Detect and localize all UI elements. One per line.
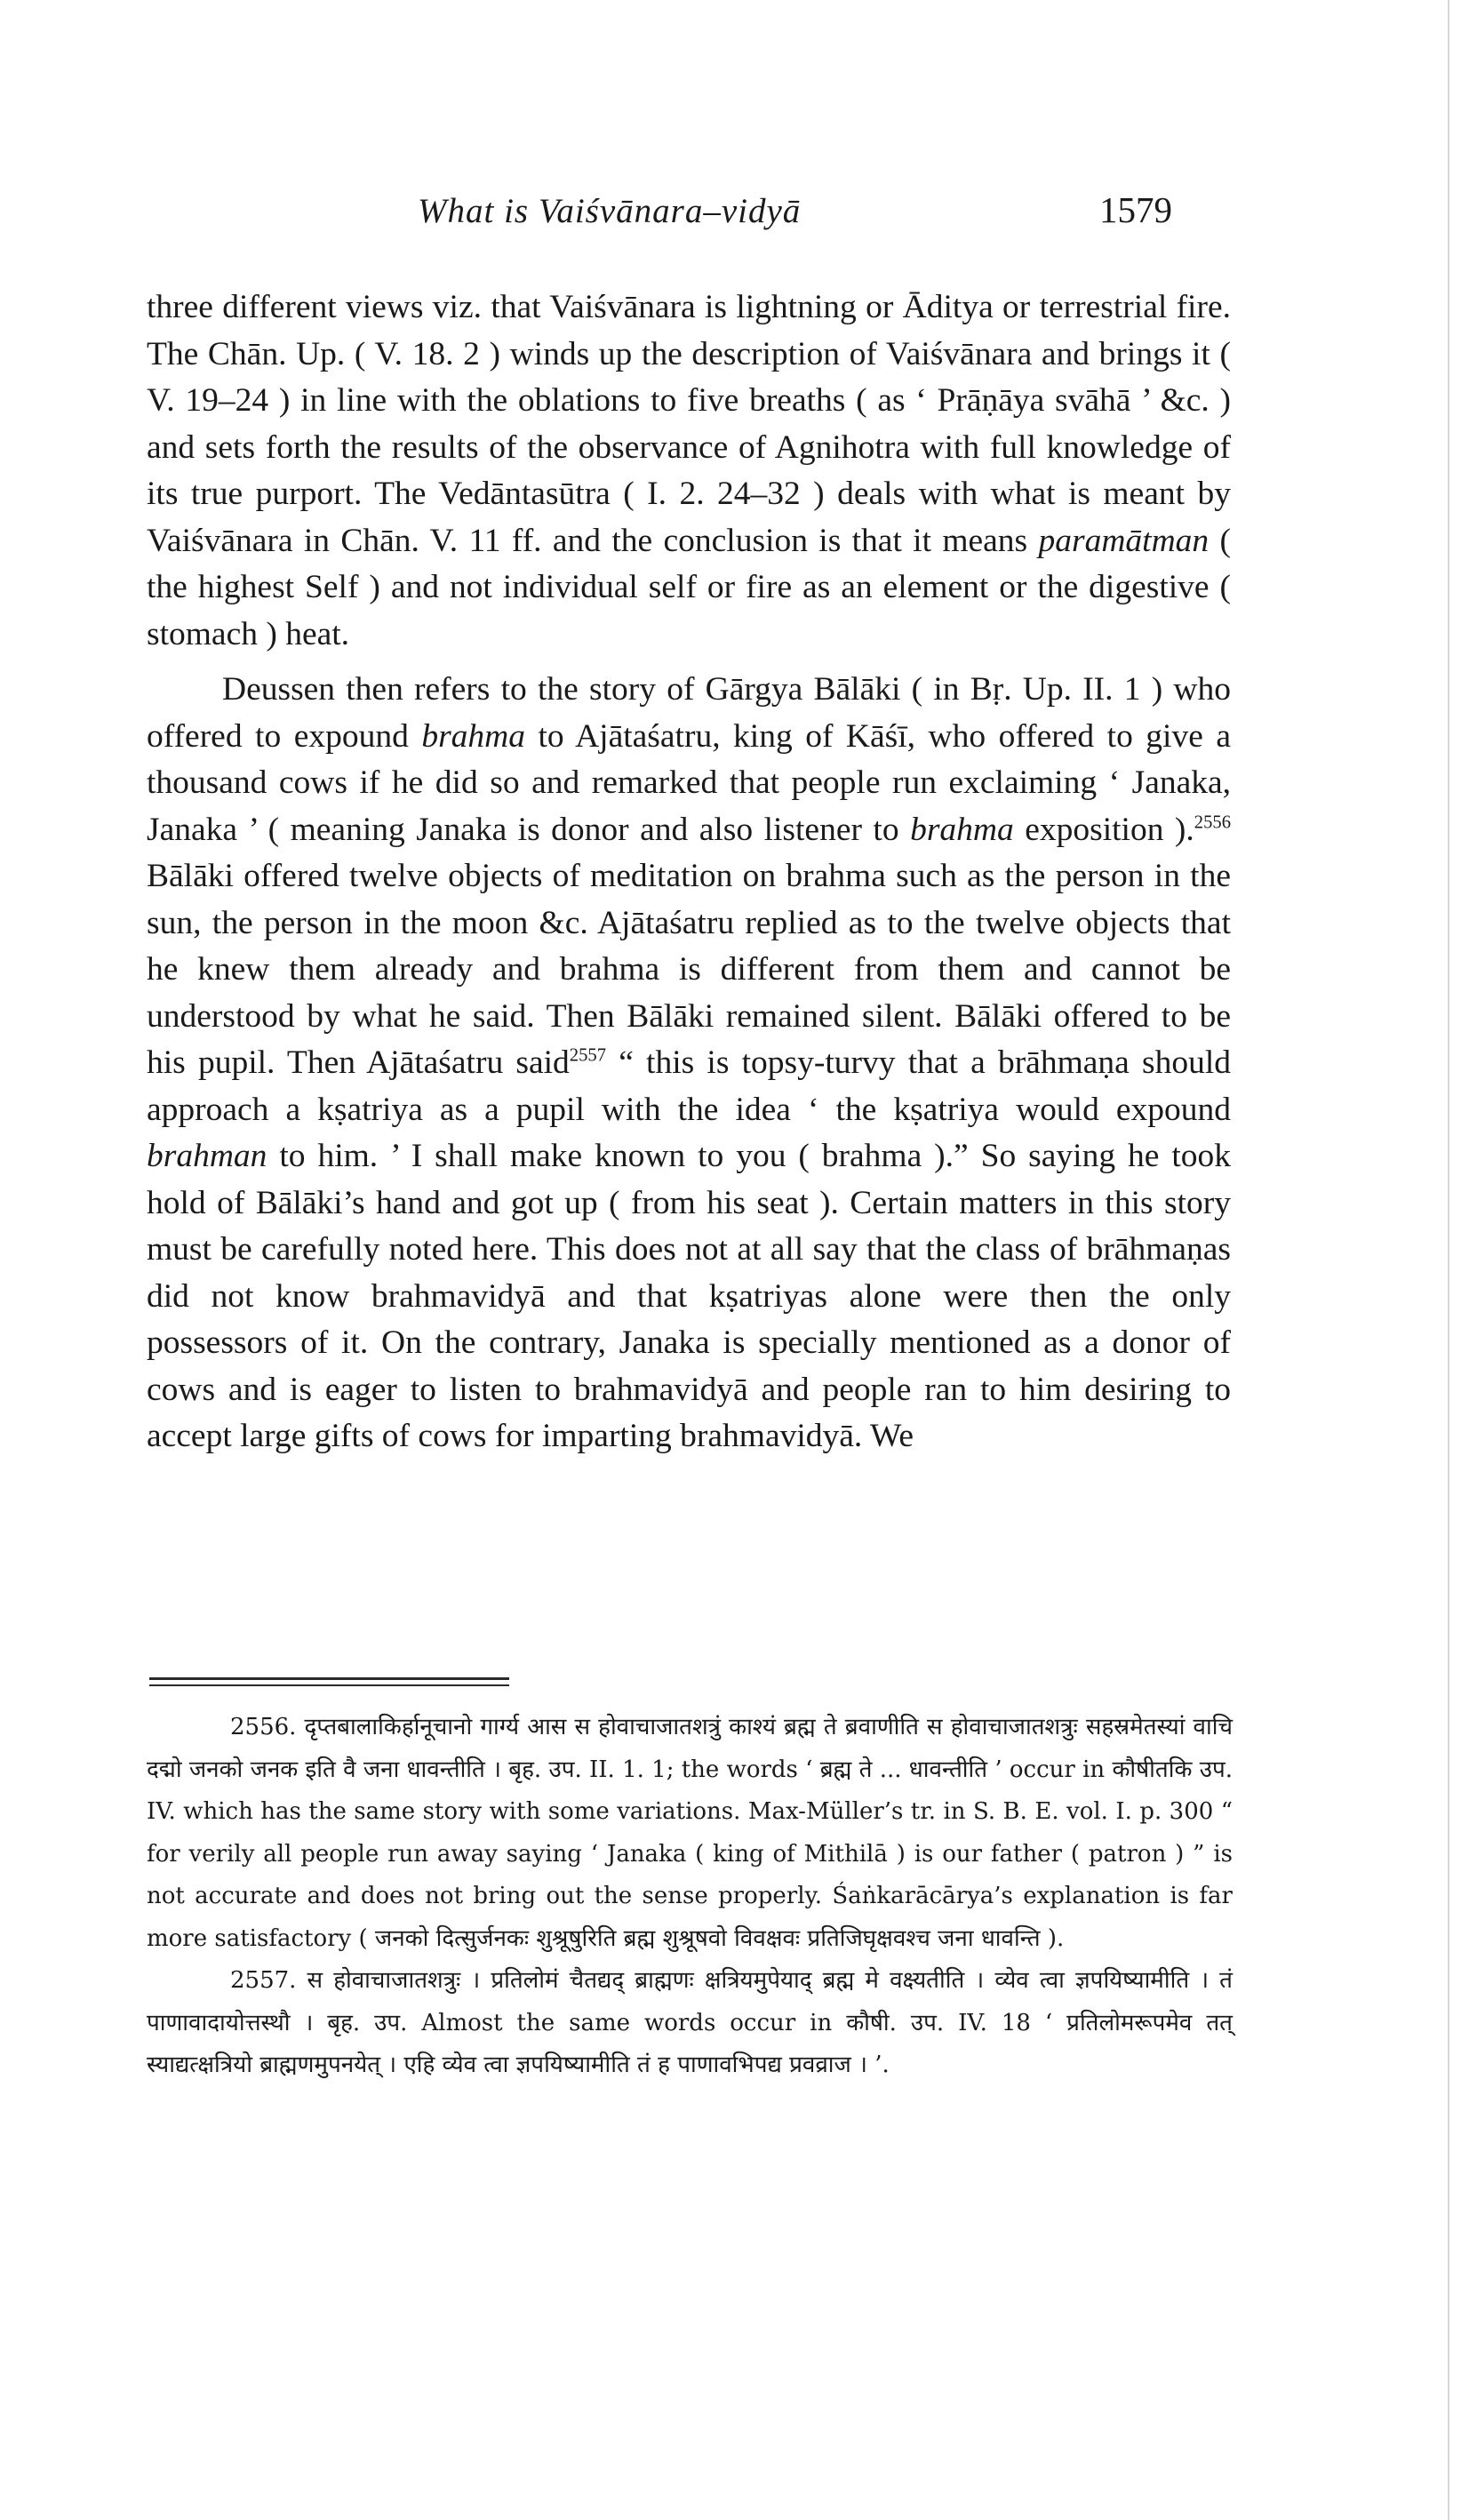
footnote-ref-2557: 2557	[569, 1045, 607, 1066]
paragraph-1: three different views viz. that Vaiśvānara is lightning or Āditya or terrestrial fire. The Chān. Up. ( V. 18. 2 ) winds up the description of Vaiśvānara and brings it ( V. 19–24 ) in line with the oblations to five breaths ( as ‘ Prāṇāya svāhā ’ &c. ) and sets forth the results of the observance of Agnihotra with full knowledge of its true purport. The Vedāntasūtra ( I. 2. 24–32 ) deals with what is meant by Vaiśvānara in Chān. V. 11 ff. and the conclusion is that it means paramātman ( the highest Self ) and not individual self or fire as an element or the digestive ( stomach ) heat.	[147, 289, 1231, 652]
footnotes	[147, 1707, 1233, 2087]
paragraph-2: Deussen then refers to the story of Gārgya Bālāki ( in Bṛ. Up. II. 1 ) who offered to expound brahma to Ajātaśatru, king of Kāśī, who offered to give a thousand cows if he did so and remarked that people run exclaiming ‘ Janaka, Janaka ’ ( meaning Janaka is donor and also listener to brahma exposition ).$^{2556}$ Bālāki offered twelve objects of meditation on brahma such as the person in the sun, the person in the moon &c. Ajātaśatru replied as to the twelve objects that he knew them already and brahma is different from them and cannot be understood by what he said. Then Bālāki remained silent. Bālāki offered to be his pupil. Then Ajātaśatru said$^{2557}$ “ this is topsy-turvy that a brāhmaṇa should approach a kṣatriya as a pupil with the idea ‘ the kṣatriya would expound brahman to him. ’ I shall make known to you ( brahma ).” So saying he took hold of Bālāki’s hand and got up ( from his seat ). Certain matters in this story must be carefully noted here. This does not at all say that the class of brāhmaṇas did not know brahmavidyā and that kṣatriyas alone were then the only possessors of it. On the contrary, Janaka is specially mentioned as a donor of cows and is eager to listen to brahmavidyā and people ran to him desiring to accept large gifts of cows for imparting brahmavidyā. We	[147, 671, 1232, 1454]
page-number: 1579	[1099, 189, 1172, 230]
footnote-rule-lower	[149, 1684, 509, 1686]
running-header: What is Vaiśvānara–vidyā	[418, 192, 802, 230]
footnote-ref-2556: 2556	[1194, 812, 1232, 832]
page-edge-line	[1448, 0, 1449, 2520]
footnote-rule	[149, 1677, 509, 1680]
footnote-2557: 2557. स होवाचाजातशत्रुः । प्रतिलोमं चैतद्यद् ब्राह्मणः क्षत्रियमुपेयाद् ब्रह्म मे वक्ष्यतीति । व्येव त्वा ज्ञपयिष्यामीति । तं पाणावादायोत्तस्थौ । बृह. उप. Almost the same words occur in कौषी. उप. IV. 18 ‘ प्रतिलोमरूपमेव तत् स्याद्यत्क्षत्रियो ब्राह्मणमुपनयेत् । एहि व्येव त्वा ज्ञपयिष्यामीति तं ह पाणावभिपद्य प्रवव्राज । ’.	[147, 1967, 1233, 2078]
main-text	[147, 284, 1231, 1460]
footnote-2556: 2556. दृप्तबालाकिर्हानूचानो गार्ग्य आस स होवाचाजातशत्रुं काश्यं ब्रह्म ते ब्रवाणीति स होवाचाजातशत्रुः सहस्रमेतस्यां वाचि दद्मो जनको जनक इति वै जना धावन्तीति । बृह. उप. II. 1. 1; the words ‘ ब्रह्म ते ... धावन्तीति ’ occur in कौषीतकि उप. IV. which has the same story with some variations. Max-Müller’s tr. in S. B. E. vol. I. p. 300 “ for verily all people run away saying ‘ Janaka ( king of Mithilā ) is our father ( patron ) ” is not accurate and does not bring out the sense properly. Śaṅkarācārya’s explanation is far more satisfactory ( जनको दित्सुर्जनकः शुश्रूषुरिति ब्रह्म शुश्रूषवो विवक्षवः प्रतिजिघृक्षवश्च जना धावन्ति ).	[147, 1714, 1233, 1952]
